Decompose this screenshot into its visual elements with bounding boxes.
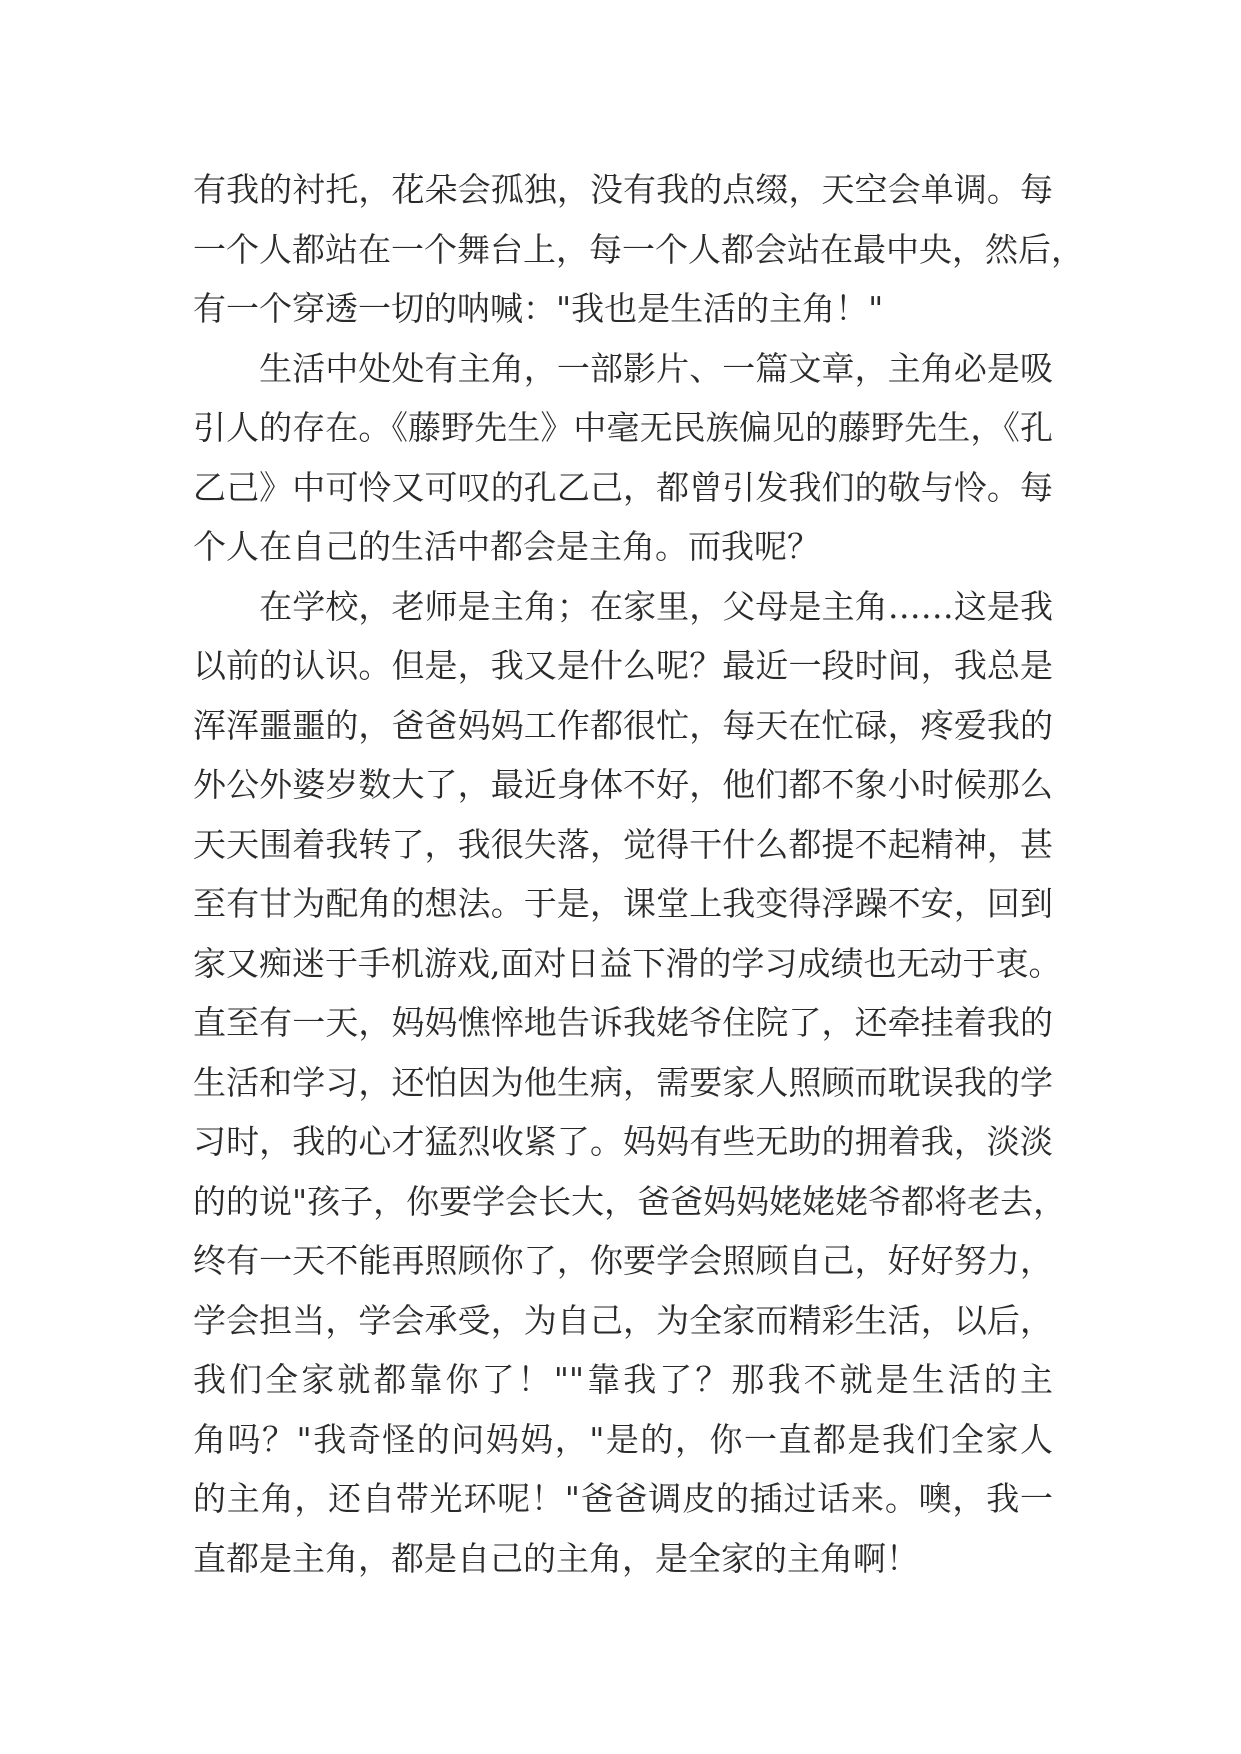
text-line: 至有甘为配角的想法。于是，课堂上我变得浮躁不安，回到	[193, 884, 1053, 923]
text-line: 终有一天不能再照顾你了，你要学会照顾自己，好好努力，	[193, 1241, 1053, 1280]
text-line: 直都是主角，都是自己的主角，是全家的主角啊！	[193, 1538, 919, 1578]
text-line: 的主角，还自带光环呢！"爸爸调皮的插过话来。噢，我一	[193, 1479, 1053, 1518]
text-line: 以前的认识。但是，我又是什么呢？最近一段时间，我总是	[193, 646, 1053, 685]
text-line: 生活和学习，还怕因为他生病，需要家人照顾而耽误我的学	[193, 1062, 1053, 1102]
text-line: 引人的存在。《藤野先生》中毫无民族偏见的藤野先生，《孔	[193, 408, 1053, 447]
text-line: 习时，我的心才猛烈收紧了。妈妈有些无助的拥着我，淡淡	[193, 1122, 1053, 1161]
essay-body	[193, 160, 1084, 1588]
text-line: 生活中处处有主角，一部影片、一篇文章，主角必是吸	[193, 348, 1053, 388]
text-line: 在学校，老师是主角；在家里，父母是主角……这是我	[193, 586, 1053, 626]
text-line: 个人在自己的生活中都会是主角。而我呢？	[193, 527, 820, 566]
text-line: 天天围着我转了，我很失落，觉得干什么都提不起精神，甚	[193, 824, 1053, 864]
text-line: 角吗？"我奇怪的问妈妈，"是的，你一直都是我们全家人	[193, 1419, 1053, 1459]
text-line: 直至有一天，妈妈憔悴地告诉我姥爷住院了，还牵挂着我的	[193, 1003, 1053, 1042]
text-line: 有我的衬托，花朵会孤独，没有我的点缀，天空会单调。每	[193, 170, 1053, 209]
text-line: 我们全家就都靠你了！""靠我了？那我不就是生活的主	[193, 1360, 1053, 1399]
text-line: 浑浑噩噩的，爸爸妈妈工作都很忙，每天在忙碌，疼爱我的	[193, 705, 1053, 745]
text-line: 外公外婆岁数大了，最近身体不好，他们都不象小时候那么	[193, 765, 1053, 804]
text-line: 的的说"孩子，你要学会长大，爸爸妈妈姥姥姥爷都将老去，	[193, 1181, 1067, 1221]
text-line: 一个人都站在一个舞台上，每一个人都会站在最中央，然后，	[193, 229, 1084, 269]
text-line: 有一个穿透一切的呐喊："我也是生活的主角！"	[193, 289, 884, 328]
text-line: 学会担当，学会承受，为自己，为全家而精彩生活，以后，	[193, 1300, 1053, 1340]
text-line: 家又痴迷于手机游戏,面对日益下滑的学习成绩也无动于衷。	[193, 943, 1062, 983]
text-line: 乙己》中可怜又可叹的孔乙己，都曾引发我们的敬与怜。每	[193, 467, 1053, 507]
